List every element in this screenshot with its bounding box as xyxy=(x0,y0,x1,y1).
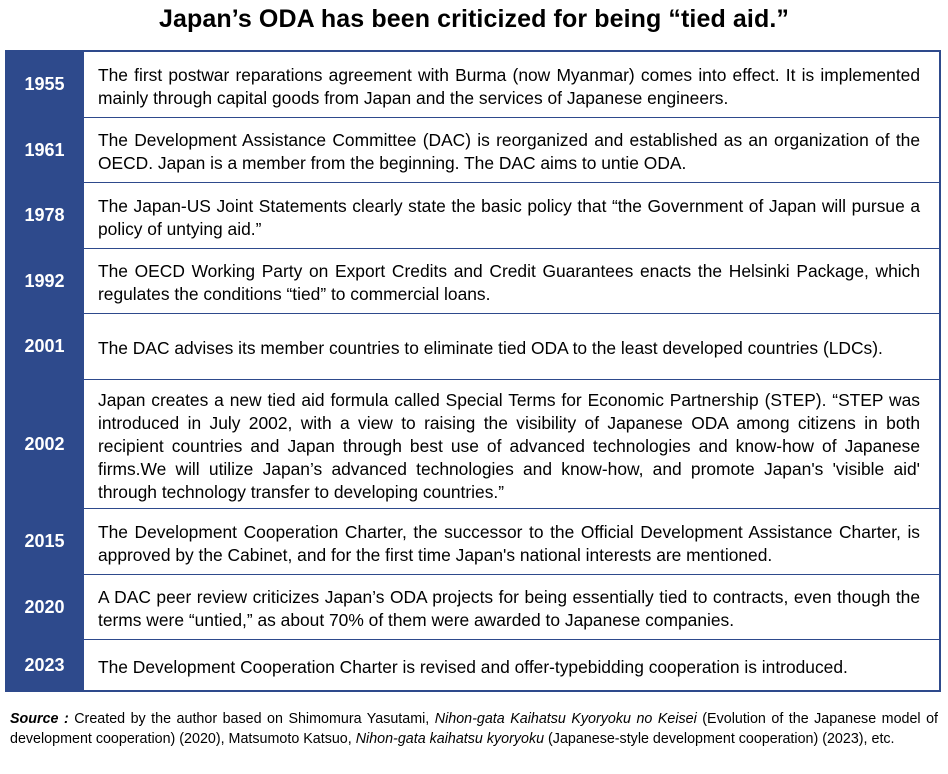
event-cell xyxy=(83,639,940,691)
year-cell: 2015 xyxy=(6,508,83,575)
timeline-row xyxy=(6,639,940,691)
source-text-2: (Evolution of the Japanese model of development cooperation) (2020), Matsumoto Katsuo, xyxy=(10,711,939,747)
page-title: Japan’s ODA has been criticized for being “tied aid.” xyxy=(159,5,789,33)
timeline-row xyxy=(6,248,940,314)
event-cell xyxy=(83,574,940,640)
event-cell xyxy=(83,379,940,509)
event-text: Japan creates a new tied aid formula called Special Terms for Economic Partnership (STEP). “STEP was introduced in July 2002, with a view to raising the visibility of Japanese ODA among citizens in both recipient countries and Japan through best use of advanced technologies and know-how of Japanese firms.We will utilize Japan’s advanced technologies and know-how, and promote Japan's 'visible aid' through technology transfer to developing countries.” xyxy=(98,389,920,502)
timeline-row xyxy=(6,508,940,575)
event-cell xyxy=(83,117,940,183)
timeline-row xyxy=(6,574,940,640)
year-cell: 2001 xyxy=(6,313,83,380)
source-book-2: Nihon-gata kaihatsu kyoryoku xyxy=(355,730,545,747)
source-text-3: (Japanese-style development cooperation) (2023), etc. xyxy=(544,730,895,747)
event-text: The DAC advises its member countries to eliminate tied ODA to the least developed countries (LDCs). xyxy=(98,338,883,358)
event-cell xyxy=(83,51,940,118)
source-note xyxy=(10,710,938,749)
event-cell xyxy=(83,182,940,249)
source-book-1: Nihon-gata Kaihatsu Kyoryoku no Keisei xyxy=(434,711,697,727)
event-text: The Development Assistance Committee (DAC) is reorganized and established as an organization of the OECD. Japan is a member from the beginning. The DAC aims to untie ODA. xyxy=(98,130,920,173)
event-text: A DAC peer review criticizes Japan’s ODA projects for being essentially tied to contracts, even though the terms were “untied,” as about 70% of them were awarded to Japanese companies. xyxy=(98,587,920,630)
timeline-table xyxy=(5,50,941,692)
timeline-row xyxy=(6,51,940,118)
source-label: Source : xyxy=(10,711,69,727)
event-text: The Development Cooperation Charter, the successor to the Official Development Assistance Charter, is approved by the Cabinet, and for the first time Japan's national interests are mentioned. xyxy=(98,521,920,565)
timeline-row xyxy=(6,313,940,380)
source-text-1: Created by the author based on Shimomura Yasutami, xyxy=(68,711,435,727)
year-cell: 2023 xyxy=(6,639,83,691)
year-cell: 1955 xyxy=(6,51,83,118)
year-cell: 2020 xyxy=(6,574,83,640)
timeline-row xyxy=(6,182,940,249)
event-cell xyxy=(83,508,940,575)
event-text: The first postwar reparations agreement with Burma (now Myanmar) comes into effect. It is implemented mainly through capital goods from Japan and the services of Japanese engineers. xyxy=(98,64,920,108)
year-cell: 1992 xyxy=(6,248,83,314)
year-cell: 1978 xyxy=(6,182,83,249)
timeline-row xyxy=(6,379,940,509)
event-text: The Japan-US Joint Statements clearly state the basic policy that “the Government of Japan will pursue a policy of untying aid.” xyxy=(98,195,920,239)
event-text: The OECD Working Party on Export Credits and Credit Guarantees enacts the Helsinki Package, which regulates the conditions “tied” to commercial loans. xyxy=(98,261,920,304)
year-cell: 2002 xyxy=(6,379,83,509)
event-cell xyxy=(83,248,940,314)
timeline-row xyxy=(6,117,940,183)
event-cell xyxy=(83,313,940,380)
year-cell: 1961 xyxy=(6,117,83,183)
event-text: The Development Cooperation Charter is revised and offer-typebidding cooperation is introduced. xyxy=(98,656,848,677)
